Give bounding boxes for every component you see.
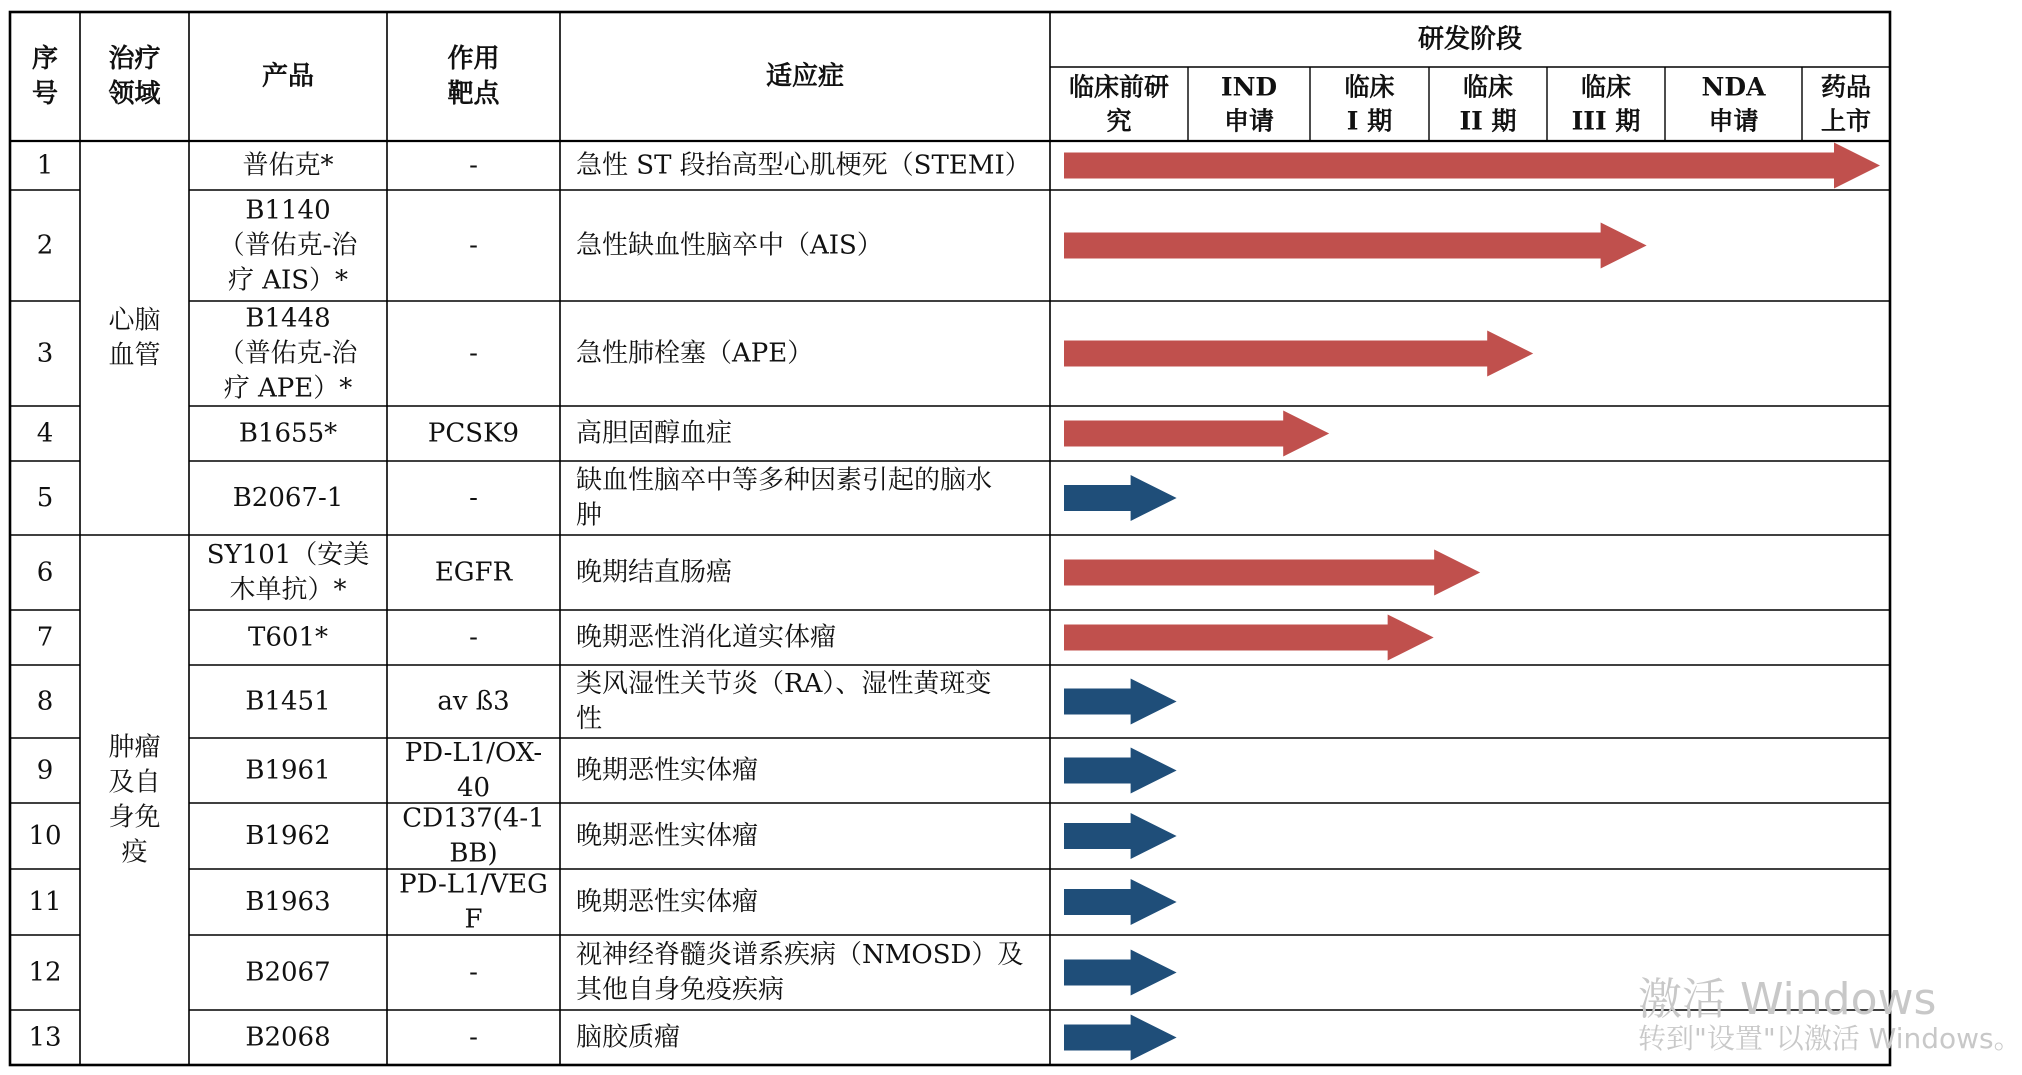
header-stage-2: 申请 — [1223, 106, 1275, 136]
row-indication: 晚期恶性实体瘤 — [576, 821, 759, 851]
progress-arrow-row-3 — [1064, 331, 1533, 377]
header-stage-4: II 期 — [1459, 106, 1517, 136]
header-area: 治疗 — [108, 44, 161, 74]
header-indication: 适应症 — [765, 61, 845, 92]
progress-arrow-row-2 — [1064, 223, 1647, 269]
row-seq: 6 — [36, 557, 54, 588]
row-seq: 5 — [36, 483, 54, 513]
row-indication: 晚期恶性实体瘤 — [576, 755, 759, 786]
row-indication: 急性缺血性脑卒中（AIS） — [576, 230, 883, 261]
header-stage-6: NDA — [1701, 72, 1766, 102]
row-target: F — [464, 904, 483, 935]
row-product: B2067 — [245, 957, 331, 988]
row-indication: 脑胶质瘤 — [576, 1022, 681, 1053]
row-seq: 8 — [36, 686, 54, 717]
row-product: B1451 — [245, 686, 331, 717]
header-target: 靶点 — [447, 79, 500, 109]
row-seq: 10 — [28, 821, 62, 851]
row-seq: 3 — [36, 338, 54, 369]
row-target: - — [469, 622, 478, 653]
progress-arrow-row-4 — [1064, 411, 1329, 457]
row-product: T601* — [248, 622, 328, 653]
row-product: B1963 — [245, 887, 331, 917]
row-product: SY101（安美 — [206, 540, 370, 570]
row-seq: 9 — [36, 755, 54, 786]
row-target: - — [469, 483, 478, 513]
row-product: B1448 — [245, 303, 331, 334]
progress-arrows — [1064, 143, 1880, 1061]
row-target: - — [469, 230, 478, 261]
progress-arrow-row-7 — [1064, 615, 1434, 661]
row-target: - — [469, 1022, 478, 1053]
header-seq: 号 — [31, 79, 59, 109]
row-target: PCSK9 — [427, 418, 520, 449]
header-stage-5: 临床 — [1580, 72, 1632, 102]
row-indication: 晚期恶性消化道实体瘤 — [576, 622, 837, 653]
area-label-1: 血管 — [108, 340, 161, 371]
progress-arrow-row-12 — [1064, 950, 1177, 996]
progress-arrow-row-5 — [1064, 475, 1177, 521]
header-stage-3: I 期 — [1346, 106, 1393, 136]
row-product: （普佑克-治 — [218, 338, 358, 369]
header-stage-6: 申请 — [1708, 106, 1759, 136]
row-target: 40 — [456, 773, 491, 803]
progress-arrow-row-9 — [1064, 748, 1177, 794]
header-stage-7: 药品 — [1820, 72, 1872, 102]
row-indication: 缺血性脑卒中等多种因素引起的脑水 — [576, 465, 993, 496]
row-indication: 晚期恶性实体瘤 — [576, 887, 759, 917]
row-target: PD-L1/OX- — [404, 738, 543, 768]
header-target: 作用 — [447, 44, 500, 74]
row-indication: 其他自身免疫疾病 — [576, 975, 785, 1005]
progress-arrow-row-8 — [1064, 679, 1177, 725]
row-seq: 12 — [28, 957, 62, 988]
row-target: CD137(4-1 — [402, 803, 545, 834]
row-product: 疗 AIS）* — [227, 265, 349, 296]
row-indication: 性 — [576, 704, 603, 734]
row-seq: 2 — [36, 230, 54, 261]
header-stage-1: 究 — [1106, 106, 1132, 136]
area-label-1: 心脑 — [108, 305, 161, 336]
row-product: 普佑克* — [242, 150, 334, 181]
header-stage-7: 上市 — [1820, 106, 1872, 136]
header-stage-3: 临床 — [1344, 72, 1395, 102]
progress-arrow-row-11 — [1064, 879, 1177, 925]
progress-arrow-row-1 — [1064, 143, 1880, 189]
row-indication: 高胆固醇血症 — [576, 418, 733, 449]
header-stage-group: 研发阶段 — [1417, 24, 1523, 55]
header-area: 领域 — [108, 79, 161, 109]
row-target: BB) — [449, 838, 498, 869]
area-label-2: 疫 — [121, 837, 148, 868]
progress-arrow-row-13 — [1064, 1015, 1177, 1061]
row-seq: 13 — [28, 1022, 62, 1053]
row-target: av ß3 — [437, 686, 510, 717]
progress-arrow-row-6 — [1064, 550, 1480, 596]
row-seq: 4 — [36, 418, 54, 449]
row-indication: 类风湿性关节炎（RA）、湿性黄斑变 — [576, 669, 992, 699]
area-label-2: 及自 — [108, 767, 161, 798]
row-target: - — [469, 338, 478, 369]
row-seq: 1 — [36, 150, 54, 181]
watermark-line2: 转到"设置"以激活 Windows。 — [1638, 1022, 2022, 1055]
row-product: B1962 — [245, 821, 331, 851]
row-target: EGFR — [434, 557, 513, 588]
row-indication: 急性 ST 段抬高型心肌梗死（STEMI） — [576, 150, 1031, 181]
row-target: - — [469, 150, 478, 181]
row-indication: 晚期结直肠癌 — [576, 557, 733, 588]
header-product: 产品 — [261, 61, 315, 92]
row-product: B1655* — [238, 418, 338, 449]
row-product: B2068 — [245, 1022, 331, 1053]
row-product: B1140 — [245, 195, 331, 226]
header-stage-4: 临床 — [1462, 72, 1514, 102]
row-product: 疗 APE）* — [223, 373, 353, 404]
row-seq: 11 — [28, 887, 62, 917]
header-stage-2: IND — [1220, 72, 1278, 102]
header-stage-1: 临床前研 — [1068, 72, 1170, 102]
row-indication: 肿 — [576, 500, 603, 531]
area-label-2: 身免 — [108, 802, 161, 833]
progress-arrow-row-10 — [1064, 813, 1177, 859]
row-product: 木单抗）* — [229, 575, 347, 605]
row-product: （普佑克-治 — [218, 230, 358, 261]
row-seq: 7 — [36, 622, 54, 653]
header-stage-5: III 期 — [1571, 106, 1641, 136]
watermark-line1: 激活 Windows — [1638, 974, 1937, 1025]
row-product: B1961 — [245, 755, 331, 786]
row-product: B2067-1 — [232, 483, 344, 513]
row-target: - — [469, 957, 478, 988]
header-seq: 序 — [31, 44, 59, 74]
row-indication: 视神经脊髓炎谱系疾病（NMOSD）及 — [576, 940, 1024, 970]
area-label-2: 肿瘤 — [108, 732, 161, 763]
row-indication: 急性肺栓塞（APE） — [576, 338, 814, 369]
row-target: PD-L1/VEG — [399, 869, 548, 900]
